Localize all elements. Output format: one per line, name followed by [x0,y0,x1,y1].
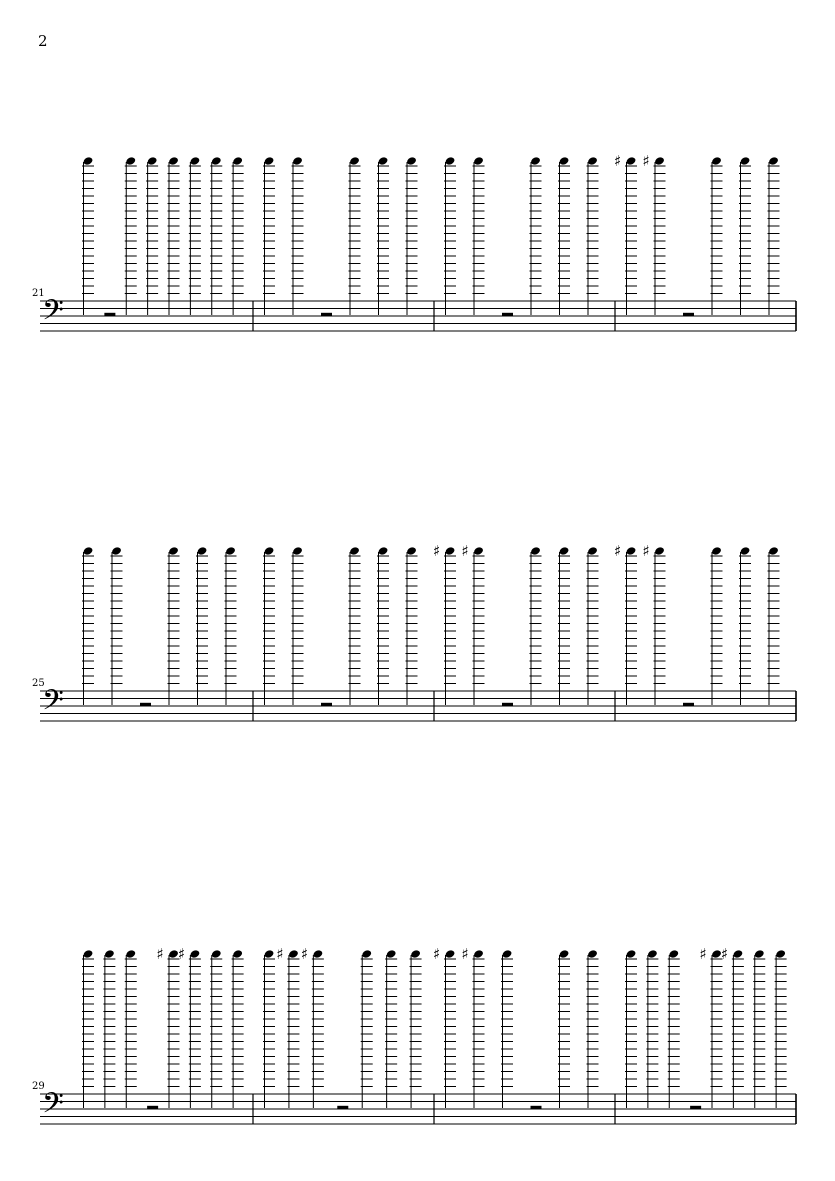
note-head [349,156,360,166]
note-head [473,156,484,166]
note-head [312,949,323,959]
note-head [263,156,274,166]
half-rest [502,313,513,316]
note-head [501,949,512,959]
measure-number: 25 [32,678,45,689]
note-head [444,546,455,556]
note-head [625,546,636,556]
sharp-accidental: ♯ [642,152,650,170]
bass-clef: 𝄢 [42,294,64,334]
page-number: 2 [38,32,48,50]
note-head [625,949,636,959]
note-head [768,546,779,556]
note-head [768,156,779,166]
note-head [288,949,299,959]
note-head [232,156,243,166]
sharp-accidental: ♯ [177,945,186,963]
note-head [189,949,200,959]
note-head [292,156,303,166]
half-rest [104,313,115,316]
note-head [377,546,388,556]
note-head [587,546,598,556]
half-rest [683,703,694,706]
note-head [473,949,484,959]
note-head [125,949,136,959]
sharp-accidental: ♯ [276,945,284,963]
sharp-accidental: ♯ [300,945,309,963]
half-rest [690,1106,701,1109]
note-head [168,546,179,556]
note-head [349,546,360,556]
sharp-accidental: ♯ [433,945,441,963]
note-head [377,156,388,166]
note-head [361,949,372,959]
half-rest [337,1106,348,1109]
note-head [189,156,200,166]
sharp-accidental: ♯ [642,542,650,560]
half-rest [502,703,513,706]
sharp-accidental: ♯ [614,542,622,560]
note-head [739,156,750,166]
measure-number: 29 [32,1081,45,1092]
note-head [82,949,93,959]
half-rest [140,703,151,706]
half-rest [321,703,332,706]
bass-clef: 𝄢 [42,1087,64,1127]
sharp-accidental: ♯ [461,945,469,963]
half-rest [531,1106,542,1109]
note-head [168,156,179,166]
note-head [558,949,569,959]
note-head [647,949,658,959]
note-head [444,949,455,959]
note-head [406,156,417,166]
half-rest [321,313,332,316]
note-head [587,949,598,959]
note-head [625,156,636,166]
note-head [225,546,236,556]
note-head [654,156,665,166]
sharp-accidental: ♯ [433,542,441,560]
note-head [654,546,665,556]
note-head [196,546,207,556]
measure-number: 21 [32,288,45,299]
bass-clef: 𝄢 [42,684,64,724]
note-head [530,156,541,166]
sharp-accidental: ♯ [720,945,729,963]
note-head [530,546,541,556]
note-head [386,949,397,959]
note-head [754,949,765,959]
note-head [406,546,417,556]
note-head [104,949,115,959]
note-head [668,949,679,959]
sharp-accidental: ♯ [461,542,469,560]
half-rest [147,1106,158,1109]
note-head [558,156,569,166]
note-head [147,156,158,166]
note-head [444,156,455,166]
note-head [292,546,303,556]
note-head [232,949,243,959]
note-head [587,156,598,166]
note-head [211,156,222,166]
note-head [775,949,786,959]
note-head [125,156,136,166]
sharp-accidental: ♯ [156,945,164,963]
note-head [558,546,569,556]
sharp-accidental: ♯ [614,152,622,170]
note-head [111,546,122,556]
note-head [711,156,722,166]
note-head [263,949,274,959]
note-head [263,546,274,556]
note-head [732,949,743,959]
note-head [82,546,93,556]
note-head [211,949,222,959]
half-rest [683,313,694,316]
note-head [82,156,93,166]
note-head [739,546,750,556]
note-head [711,546,722,556]
note-head [473,546,484,556]
sharp-accidental: ♯ [699,945,707,963]
note-head [410,949,421,959]
